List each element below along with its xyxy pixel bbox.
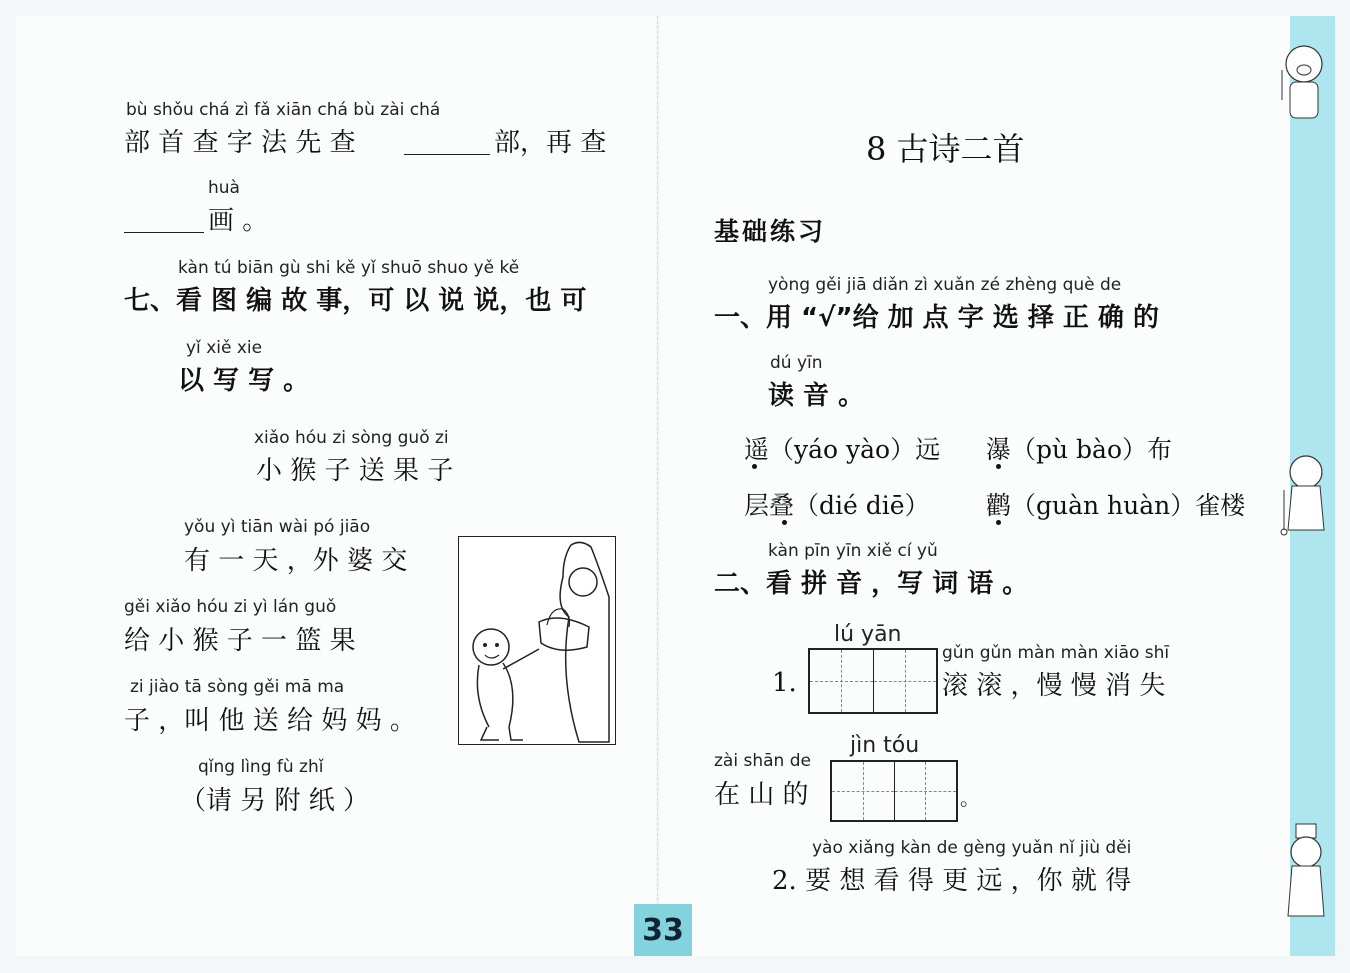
item-1-label: 1. bbox=[772, 668, 797, 698]
emphasis-dot bbox=[782, 520, 787, 525]
text-line-1b: 部，再 查 bbox=[494, 128, 607, 158]
pinyin-q7b: yǐ xiě xie bbox=[186, 338, 263, 358]
grid-cell[interactable] bbox=[895, 762, 957, 820]
pinyin-box-2: jìn tóu bbox=[850, 733, 920, 758]
pinyin-story-title: xiǎo hóu zi sòng guǒ zi bbox=[254, 428, 449, 448]
pinyin-q1: yòng gěi jiā diǎn zì xuǎn zé zhèng què de bbox=[768, 275, 1122, 295]
pinyin-q2: kàn pīn yīn xiě cí yǔ bbox=[768, 541, 938, 561]
grid-cell[interactable] bbox=[810, 650, 874, 712]
pinyin-story-3: zi jiào tā sòng gěi mā ma bbox=[130, 677, 345, 697]
pinyin-q7: kàn tú biān gù shi kě yǐ shuō shuo yě kě bbox=[178, 258, 520, 278]
story-line-3: 子 ，叫 他 送 给 妈 妈 。 bbox=[124, 706, 416, 736]
lesson-title: 8 古诗二首 bbox=[866, 130, 1025, 168]
question-1: 一、用 “√”给 加 点 字 选 择 正 确 的 bbox=[714, 303, 1159, 333]
section-heading: 基础练习 bbox=[714, 217, 827, 246]
story-line-2: 给 小 猴 子 一 篮 果 bbox=[124, 626, 356, 656]
option-die[interactable]: 层叠（dié diē） bbox=[744, 491, 930, 520]
item-1b-period: 。 bbox=[960, 786, 980, 810]
wolf-cartoon-icon bbox=[1276, 450, 1338, 550]
pig-cartoon-icon bbox=[1272, 40, 1338, 130]
pinyin-item-2: yào xiǎng kàn de gèng yuǎn nǐ jiù děi bbox=[812, 838, 1132, 858]
blank-1[interactable] bbox=[404, 152, 490, 155]
question-1b: 读 音 。 bbox=[768, 381, 865, 411]
pinyin-story-2: gěi xiǎo hóu zi yì lán guǒ bbox=[124, 597, 337, 617]
pinyin-note: qǐng lìng fù zhǐ bbox=[198, 757, 324, 777]
story-illustration bbox=[458, 536, 616, 745]
emphasis-dot bbox=[996, 520, 1001, 525]
pinyin-item-1-after: gǔn gǔn màn màn xiāo shī bbox=[942, 643, 1170, 663]
story-line-1: 有 一 天 ，外 婆 交 bbox=[184, 546, 408, 576]
item-1b-text: 在 山 的 bbox=[714, 780, 809, 810]
grid-cell[interactable] bbox=[832, 762, 895, 820]
pinyin-story-1: yǒu yì tiān wài pó jiāo bbox=[184, 517, 371, 537]
pinyin-line-2: huà bbox=[208, 178, 240, 198]
option-pu[interactable]: 瀑（pù bào）布 bbox=[986, 435, 1173, 464]
writing-grid-1[interactable] bbox=[808, 648, 938, 714]
option-guan[interactable]: 鹳（guàn huàn）雀楼 bbox=[986, 491, 1246, 520]
question-7b: 以 写 写 。 bbox=[178, 366, 310, 396]
pinyin-box-1: lú yān bbox=[834, 622, 902, 647]
option-yao[interactable]: 遥（yáo yào）远 bbox=[744, 435, 941, 464]
item-2-text: 2. 要 想 看 得 更 远 ，你 就 得 bbox=[772, 866, 1132, 896]
question-7: 七、看 图 编 故 事，可 以 说 说，也 可 bbox=[124, 286, 587, 316]
emphasis-dot bbox=[752, 464, 757, 469]
grid-cell[interactable] bbox=[874, 650, 937, 712]
fox-cartoon-icon bbox=[1276, 820, 1338, 930]
page-number: 33 bbox=[634, 904, 692, 956]
item-1-text: 滚 滚 ，慢 慢 消 失 bbox=[942, 671, 1166, 701]
text-line-2: 画 。 bbox=[208, 206, 269, 236]
emphasis-dot bbox=[996, 464, 1001, 469]
attach-paper-note: （请 另 附 纸 ） bbox=[180, 786, 370, 816]
monkey-grandma-drawing bbox=[459, 537, 615, 744]
story-title: 小 猴 子 送 果 子 bbox=[256, 456, 454, 486]
question-2: 二、看 拼 音 ，写 词 语 。 bbox=[714, 569, 1029, 599]
page-fold bbox=[657, 16, 660, 956]
blank-2[interactable] bbox=[124, 230, 204, 233]
pinyin-item-1b-before: zài shān de bbox=[714, 751, 811, 771]
text-line-1a: 部 首 查 字 法 先 查 bbox=[124, 128, 356, 158]
writing-grid-2[interactable] bbox=[830, 760, 958, 822]
pinyin-line-1: bù shǒu chá zì fǎ xiān chá bù zài chá bbox=[126, 100, 441, 120]
pinyin-q1b: dú yīn bbox=[770, 353, 823, 373]
